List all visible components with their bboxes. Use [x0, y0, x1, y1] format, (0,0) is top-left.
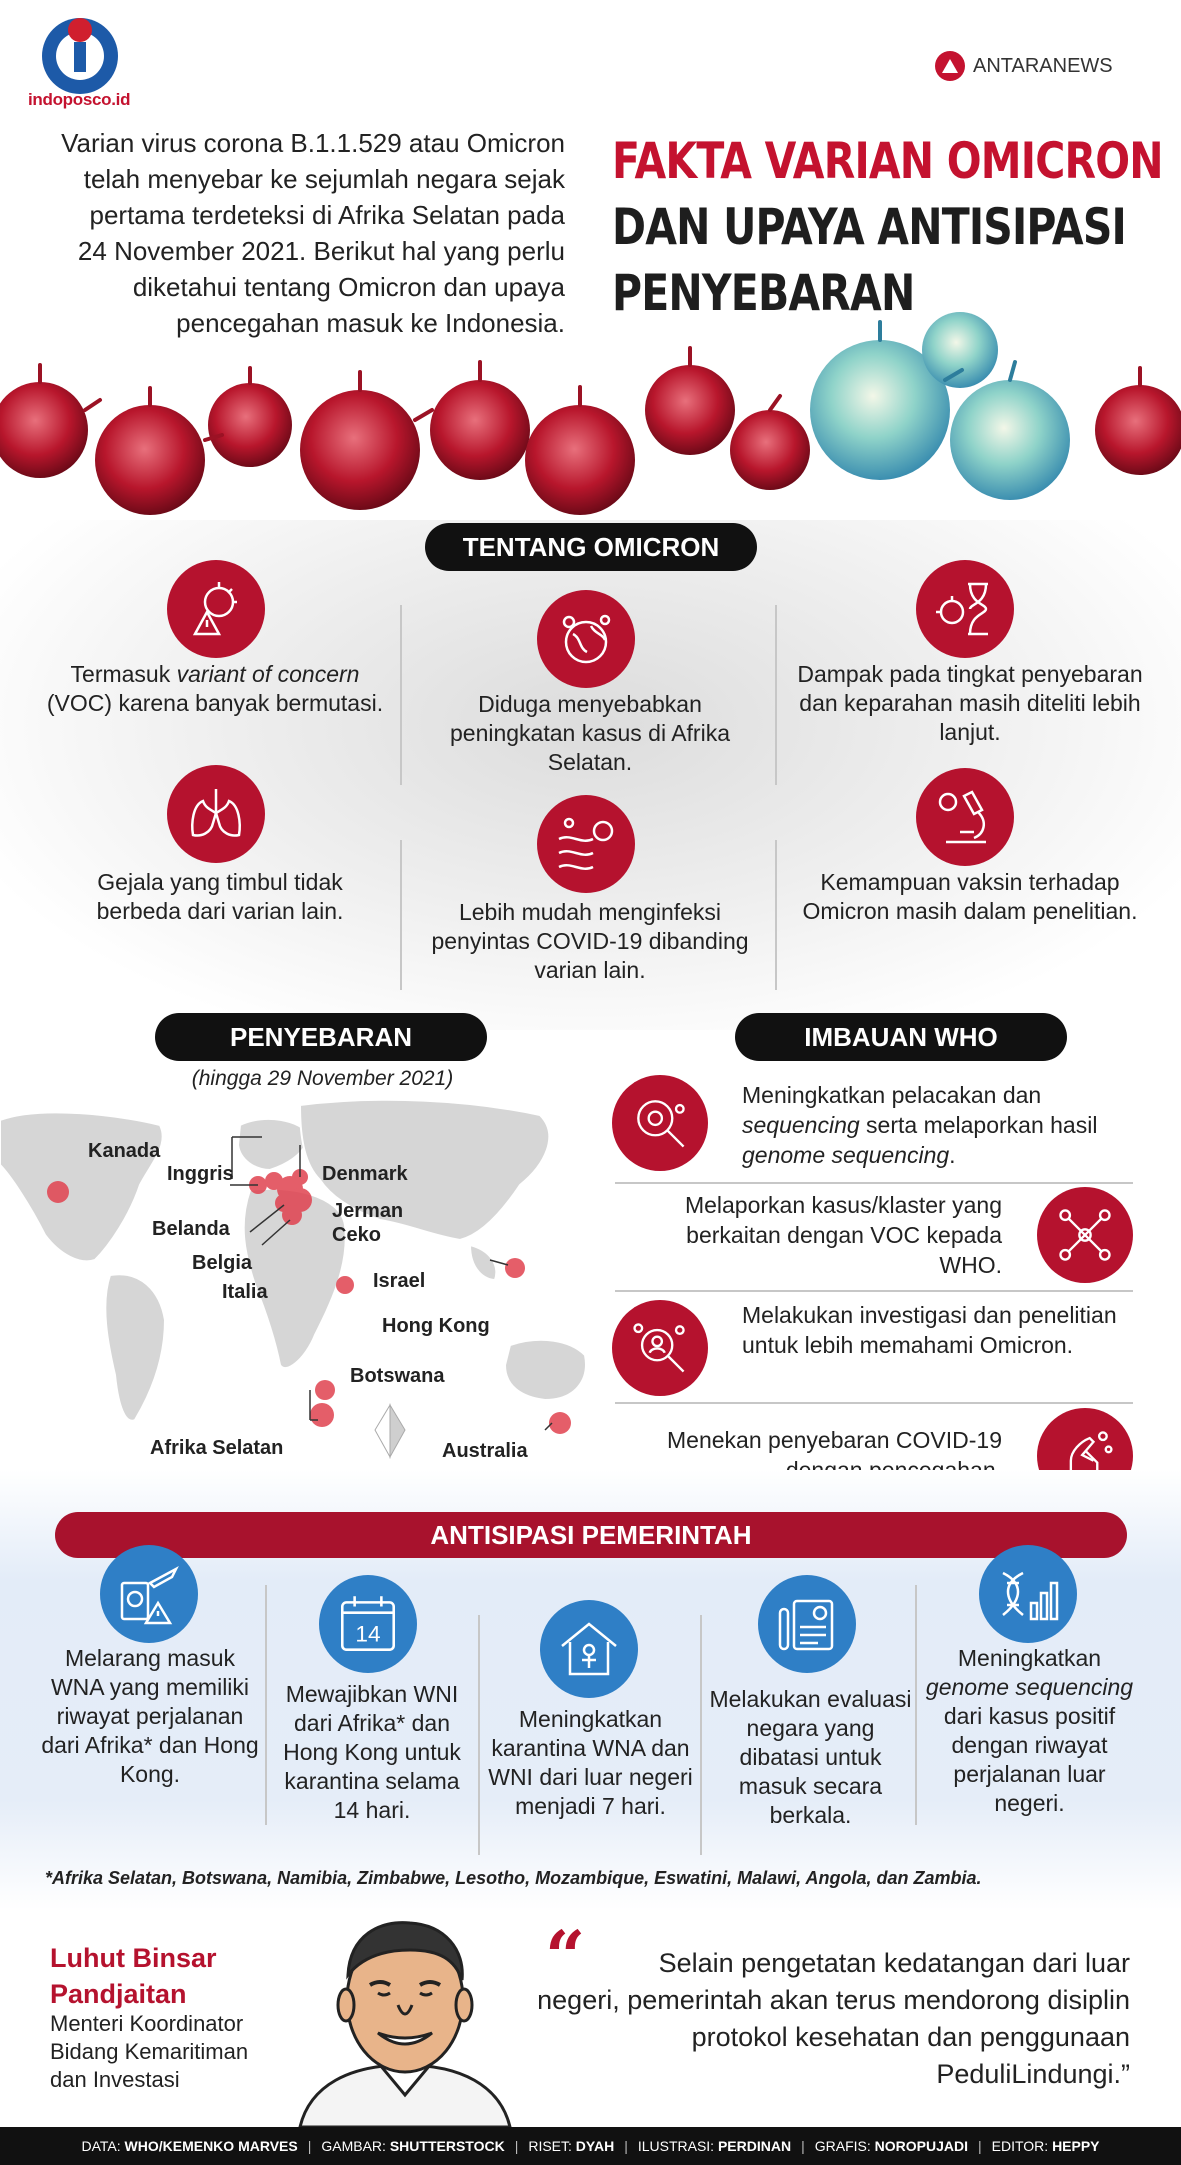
who-prevent: Menekan penyebaran COVID-19 — [667, 1427, 1002, 1453]
gov-evaluate: Melakukan evaluasi negara yang dibatasi untuk masuk secara berkala. — [709, 1686, 912, 1828]
divider — [265, 1585, 267, 1825]
country-label: Inggris — [167, 1163, 234, 1185]
country-label: Kanada — [88, 1140, 161, 1162]
credit-image: GAMBAR: SHUTTERSTOCK — [321, 2138, 505, 2154]
country-label: Belanda — [152, 1218, 230, 1240]
investigation-icon — [612, 1300, 708, 1396]
title-line-2: DAN UPAYA ANTISIPASI — [612, 198, 1126, 256]
credit-editor: EDITOR: HEPPY — [991, 2138, 1100, 2154]
country-label: Italia — [222, 1281, 268, 1303]
divider — [400, 840, 402, 990]
divider — [615, 1182, 1133, 1184]
divider — [700, 1615, 702, 1855]
page-title — [612, 128, 1163, 326]
quote-author-role: Menteri Koordinator Bidang Kemaritiman dan Investasi — [50, 2011, 249, 2092]
quote-mark-icon: “ — [545, 1915, 586, 1998]
fact-impact: Dampak pada tingkat penyebaran dan keparahan masih diteliti lebih lanjut. — [797, 661, 1143, 745]
dna-chart-icon — [979, 1545, 1077, 1643]
brand-name: indoposco.id — [28, 90, 131, 109]
quarantine-house-icon — [540, 1600, 638, 1698]
quote-author-name: Luhut Binsar Pandjaitan — [50, 1943, 217, 2009]
globe-virus-icon — [537, 590, 635, 688]
divider — [615, 1290, 1133, 1292]
antara-name: ANTARANEWS — [973, 54, 1113, 77]
credit-graphics: GRAFIS: NOROPUJADI — [814, 2138, 968, 2154]
virus-banner-illustration — [0, 310, 1181, 515]
gov-quarantine-7: Meningkatkan karantina WNA dan WNI dari luar negeri menjadi 7 hari. — [488, 1706, 693, 1819]
country-label: Botswana — [350, 1365, 445, 1387]
country-label: Australia — [442, 1440, 528, 1462]
country-label: Jerman — [332, 1200, 404, 1222]
fact-reinfection: Lebih mudah menginfeksi penyintas COVID-19 dibanding varian lain. — [431, 899, 749, 983]
antara-logo — [935, 48, 1113, 84]
airborne-virus-icon — [537, 795, 635, 893]
divider — [775, 605, 777, 785]
gov-genome: Meningkatkan genome sequencing dari kasus positif dengan riwayat perjalanan luar negeri. — [925, 1645, 1134, 1816]
fact-symptoms: Gejala yang timbul tidak berbeda dari varian lain. — [96, 869, 344, 924]
intro-text: Varian virus corona B.1.1.529 atau Omicron telah menyebar ke sejumlah negara sejak pertama terdeteksi di Afrika Selatan pada 24 November 2021. Berikut hal yang perlu diketahui tentang Omicron dan upaya pencegahan masuk ke Indonesia. — [61, 128, 565, 338]
country-label: Denmark — [322, 1163, 408, 1185]
fact-vaccine: Kemampuan vaksin terhadap Omicron masih dalam penelitian. — [802, 869, 1138, 924]
credit-illustration: ILUSTRASI: PERDINAN — [637, 2138, 792, 2154]
divider — [478, 1615, 480, 1855]
evaluation-clipboard-icon — [758, 1575, 856, 1673]
country-label: Hong Kong — [382, 1315, 490, 1337]
divider — [915, 1585, 917, 1825]
credits-bar: DATA: WHO/KEMENKO MARVES | GAMBAR: SHUTTERSTOCK | RISET: DYAH | ILUSTRASI: PERDINAN | GRAFIS: NOROPUJADI | EDITOR: HEPPY — [0, 2127, 1181, 2165]
gov-quarantine-14: Mewajibkan WNI dari Afrika* dan Hong Kong untuk karantina selama 14 hari. — [283, 1681, 461, 1823]
spread-subtitle: (hingga 29 November 2021) — [191, 1067, 454, 1090]
title-line-3: PENYEBARAN — [612, 264, 915, 322]
divider — [615, 1402, 1133, 1404]
about-heading: TENTANG OMICRON — [425, 523, 757, 571]
title-line-1: FAKTA VARIAN OMICRON — [612, 132, 1163, 190]
virus-network-icon — [1037, 1187, 1133, 1283]
fact-voc: Termasuk variant of concern (VOC) karena banyak bermutasi. — [46, 661, 384, 716]
fact-cases-rise: Diduga menyebabkan peningkatan kasus di Afrika Selatan. — [449, 691, 730, 775]
country-label: Ceko — [332, 1224, 381, 1246]
portrait-illustration — [280, 1905, 530, 2127]
credit-data: DATA: WHO/KEMENKO MARVES — [81, 2138, 298, 2154]
calendar-14-icon — [319, 1575, 417, 1673]
country-label: Israel — [373, 1270, 426, 1292]
gov-ban-entry: Melarang masuk WNA yang memiliki riwayat perjalanan dari Afrika* dan Hong Kong. — [41, 1645, 259, 1787]
credit-research: RISET: DYAH — [528, 2138, 615, 2154]
quote-text: Selain pengetatan kedatangan dari luar negeri, pemerintah akan terus mendorong disiplin protokol kesehatan dan penggunaan PeduliLindungi.” — [537, 1948, 1130, 2089]
country-label: Afrika Selatan — [150, 1437, 284, 1459]
who-report: Melaporkan kasus/klaster yang berkaitan dengan VOC kepada WHO. — [684, 1192, 1002, 1278]
footnote: *Afrika Selatan, Botswana, Namibia, Zimbabwe, Lesotho, Mozambique, Eswatini, Malawi, Angola, dan Zambia. — [45, 1868, 982, 1888]
antara-mark-icon — [935, 51, 965, 81]
passport-plane-icon — [100, 1545, 198, 1643]
magnifier-virus-icon — [612, 1075, 708, 1171]
country-label: Belgia — [192, 1252, 253, 1274]
divider — [775, 840, 777, 990]
government-heading: ANTISIPASI PEMERINTAH — [55, 1512, 1127, 1558]
spread-heading: PENYEBARAN — [155, 1013, 487, 1061]
who-heading: IMBAUAN WHO — [735, 1013, 1067, 1061]
virus-hourglass-icon — [916, 560, 1014, 658]
divider — [400, 605, 402, 785]
virus-warning-icon — [167, 560, 265, 658]
lungs-icon — [167, 765, 265, 863]
microscope-icon — [916, 768, 1014, 866]
who-investigate: Melakukan investigasi dan penelitian untuk lebih memahami Omicron. — [742, 1302, 1117, 1358]
svg-text:14: 14 — [355, 1621, 381, 1647]
who-tracing: Meningkatkan pelacakan dan sequencing serta melaporkan hasil genome sequencing. — [742, 1082, 1098, 1168]
